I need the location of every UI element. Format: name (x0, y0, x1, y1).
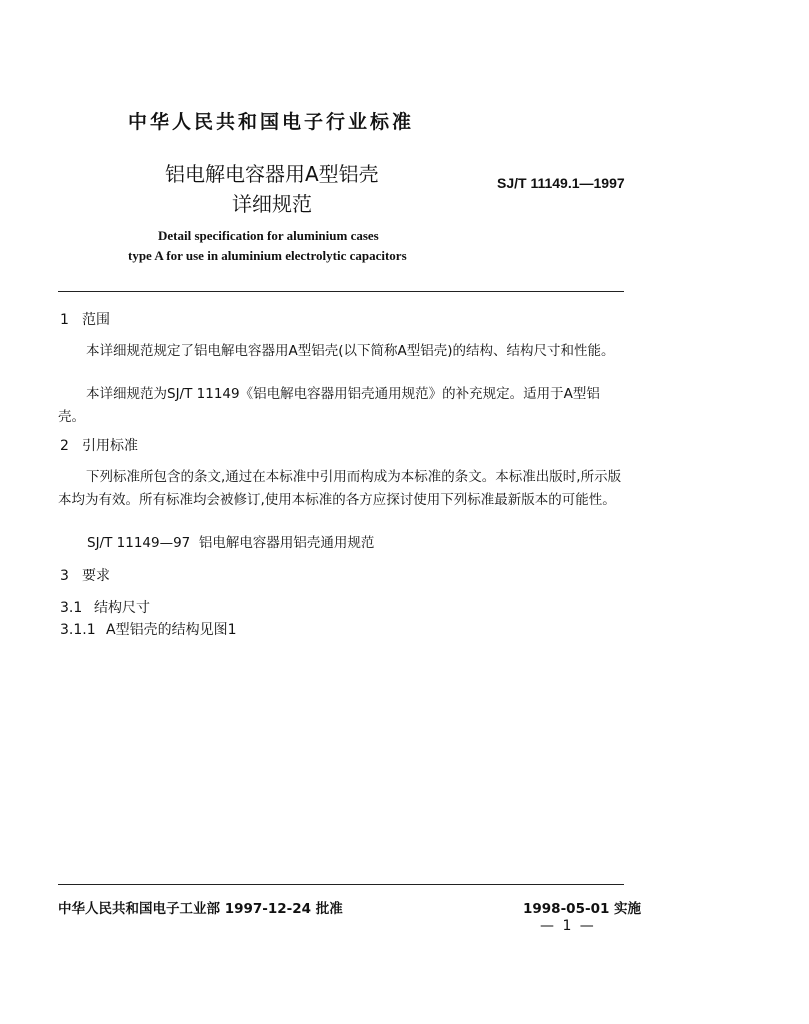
section-3-title: 要求 (82, 568, 110, 584)
section-1-title: 范围 (82, 312, 110, 328)
page-number: — 1 — (540, 918, 596, 934)
footer-divider (58, 884, 624, 885)
section-1-heading (60, 309, 110, 329)
section-2-number: 2 (60, 438, 69, 454)
section-3-1-1-heading (60, 619, 236, 639)
document-title-line2: 详细规范 (232, 192, 312, 216)
section-3-1-number: 3.1 (60, 600, 83, 616)
section-3-heading (60, 565, 110, 585)
section-3-1-heading (60, 597, 150, 617)
section-2-heading (60, 435, 138, 455)
reference-title: 铝电解电容器用铝壳通用规范 (198, 535, 375, 551)
section-3-1-title: 结构尺寸 (94, 600, 150, 616)
english-title-line1: Detail specification for aluminium cases (158, 228, 379, 243)
implementation-date: 1998-05-01 实施 (523, 901, 642, 917)
standard-number: SJ/T 11149.1—1997 (497, 175, 625, 191)
section-1-number: 1 (60, 312, 69, 328)
section-2-title: 引用标准 (82, 438, 138, 454)
header-divider (58, 291, 624, 292)
reference-code: SJ/T 11149—97 (87, 535, 191, 551)
standard-type-heading: 中华人民共和国电子行业标准 (128, 111, 415, 133)
section-1-paragraph-1: 本详细规范规定了铝电解电容器用A型铝壳(以下简称A型铝壳)的结构、结构尺寸和性能。 (86, 343, 615, 359)
english-title-line2: type A for use in aluminium electrolytic capacitors (128, 248, 407, 263)
section-3-1-1-title: A型铝壳的结构见图1 (106, 622, 237, 638)
document-title-line1: 铝电解电容器用A型铝壳 (165, 162, 379, 186)
section-3-1-1-number: 3.1.1 (60, 622, 96, 638)
section-2-paragraph-1: 下列标准所包含的条文,通过在本标准中引用而构成为本标准的条文。本标准出版时,所示版本均为有效。所有标准均会被修订,使用本标准的各方应探讨使用下列标准最新版本的可能性。 (58, 469, 622, 508)
reference-entry (87, 532, 374, 555)
section-1-paragraph-2: 本详细规范为SJ/T 11149《铝电解电容器用铝壳通用规范》的补充规定。适用于A型铝壳。 (58, 386, 600, 425)
section-3-number: 3 (60, 568, 69, 584)
approval-statement: 中华人民共和国电子工业部 1997-12-24 批准 (58, 901, 343, 917)
